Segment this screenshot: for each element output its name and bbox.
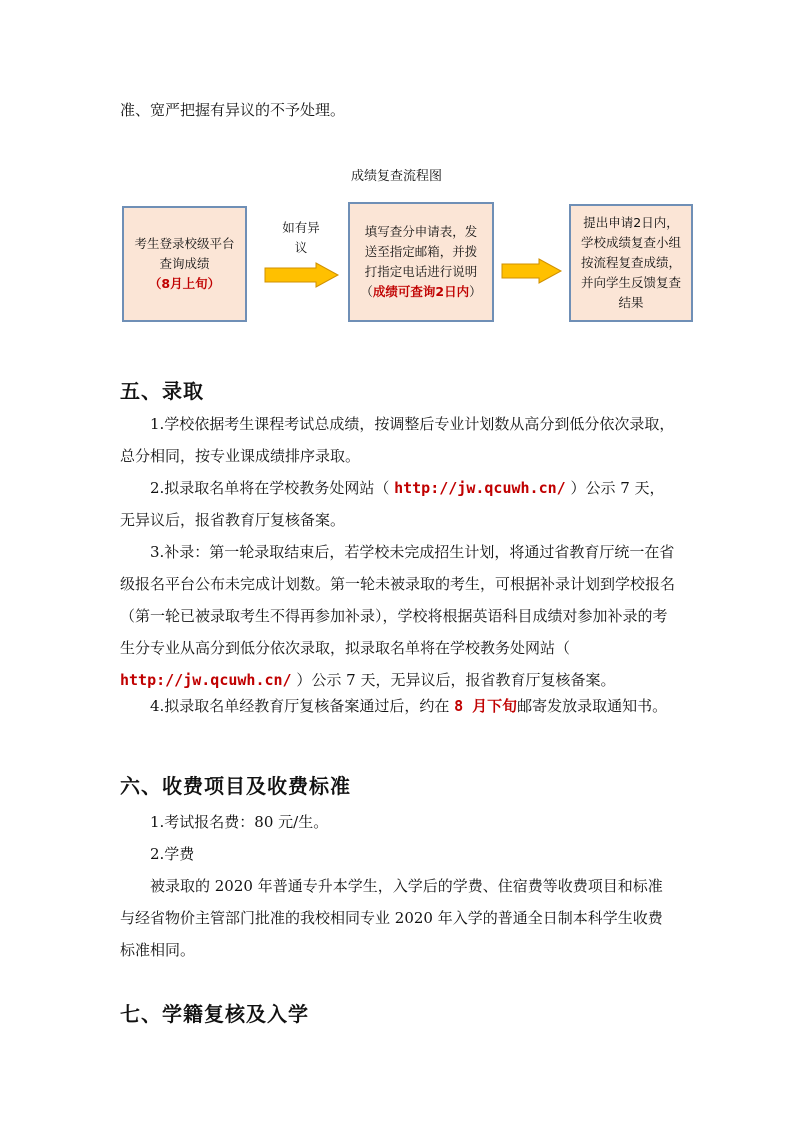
section-5-paragraph-3 — [120, 536, 675, 696]
section-5-paragraph-2-a: 2.拟录取名单将在学校教务处网站（ — [150, 479, 395, 497]
section-5-paragraph-4-a: 4.拟录取名单经教育厅复核备案通过后，约在 — [150, 697, 455, 715]
section-5-paragraph-3-b: ）公示 7 天，无异议后，报省教育厅复核备案。 — [291, 671, 616, 689]
section-5-paragraph-2 — [120, 472, 675, 536]
supplementary-website-link[interactable]: http://jw.qcuwh.cn/ — [120, 671, 292, 689]
flow-arrow-right-2 — [501, 258, 563, 284]
section-7-heading: 七、学籍复核及入学 — [120, 1002, 309, 1026]
notice-date: 8 月下旬 — [454, 697, 518, 715]
section-6-paragraph-2: 2.学费 — [150, 845, 195, 863]
flow-arrow-label: 如有异议 — [282, 220, 320, 255]
section-5-paragraph-4-b: 邮寄发放录取通知书。 — [517, 697, 668, 715]
section-5-paragraph-2-b: ）公示 7 天，无异议后，报省教育厅复核备案。 — [120, 479, 665, 529]
flow-box-apply — [348, 202, 494, 322]
flow-box-query-date: （8月上旬） — [148, 276, 221, 291]
section-6-paragraph-3: 被录取的 2020 年普通专升本学生，入学后的学费、住宿费等收费项目和标准与经省物价主管部门批准的我校相同专业 2020 年入学的普通全日制本科学生收费标准相同。 — [120, 877, 663, 959]
flow-box-apply-text-end: ） — [469, 284, 482, 299]
section-6-heading: 六、收费项目及收费标准 — [120, 774, 351, 798]
flow-box-query — [122, 206, 247, 322]
section-5-paragraph-4 — [120, 690, 675, 722]
section-5-paragraph-1: 1.学校依据考生课程考试总成绩，按调整后专业计划数从高分到低分依次录取，总分相同，按专业课成绩排序录取。 — [120, 415, 675, 465]
admission-website-link[interactable]: http://jw.qcuwh.cn/ — [394, 479, 566, 497]
flow-box-query-text: 考生登录校级平台查询成绩 — [134, 236, 235, 271]
section-6-paragraph-1: 1.考试报名费：80 元/生。 — [150, 813, 329, 831]
section-5-paragraph-3-a: 3.补录：第一轮录取结束后，若学校未完成招生计划，将通过省教育厅统一在省级报名平台公布未完成计划数。第一轮未被录取的考生，可根据补录计划到学校报名（第一轮已被录取考生不得再参加补录），学校将根据英语科目成绩对参加补录的考生分专业从高分到低分依次录取，拟录取名单将在学校教务处网站（ — [120, 543, 676, 657]
flow-box-apply-deadline: 成绩可查询2日内 — [372, 284, 470, 299]
flow-arrow-right-1 — [264, 262, 340, 288]
intro-line: 准、宽严把握有异议的不予处理。 — [120, 101, 346, 119]
flow-box-review-text: 提出申请2日内，学校成绩复查小组按流程复查成绩，并向学生反馈复查结果 — [580, 215, 681, 310]
flow-box-review — [569, 204, 693, 322]
flow-box-apply-text: 填写查分申请表，发送至指定邮箱，并拨打指定电话进行说明（ — [360, 224, 478, 299]
flowchart-title: 成绩复查流程图 — [350, 169, 442, 184]
section-5-heading: 五、录取 — [120, 379, 204, 403]
